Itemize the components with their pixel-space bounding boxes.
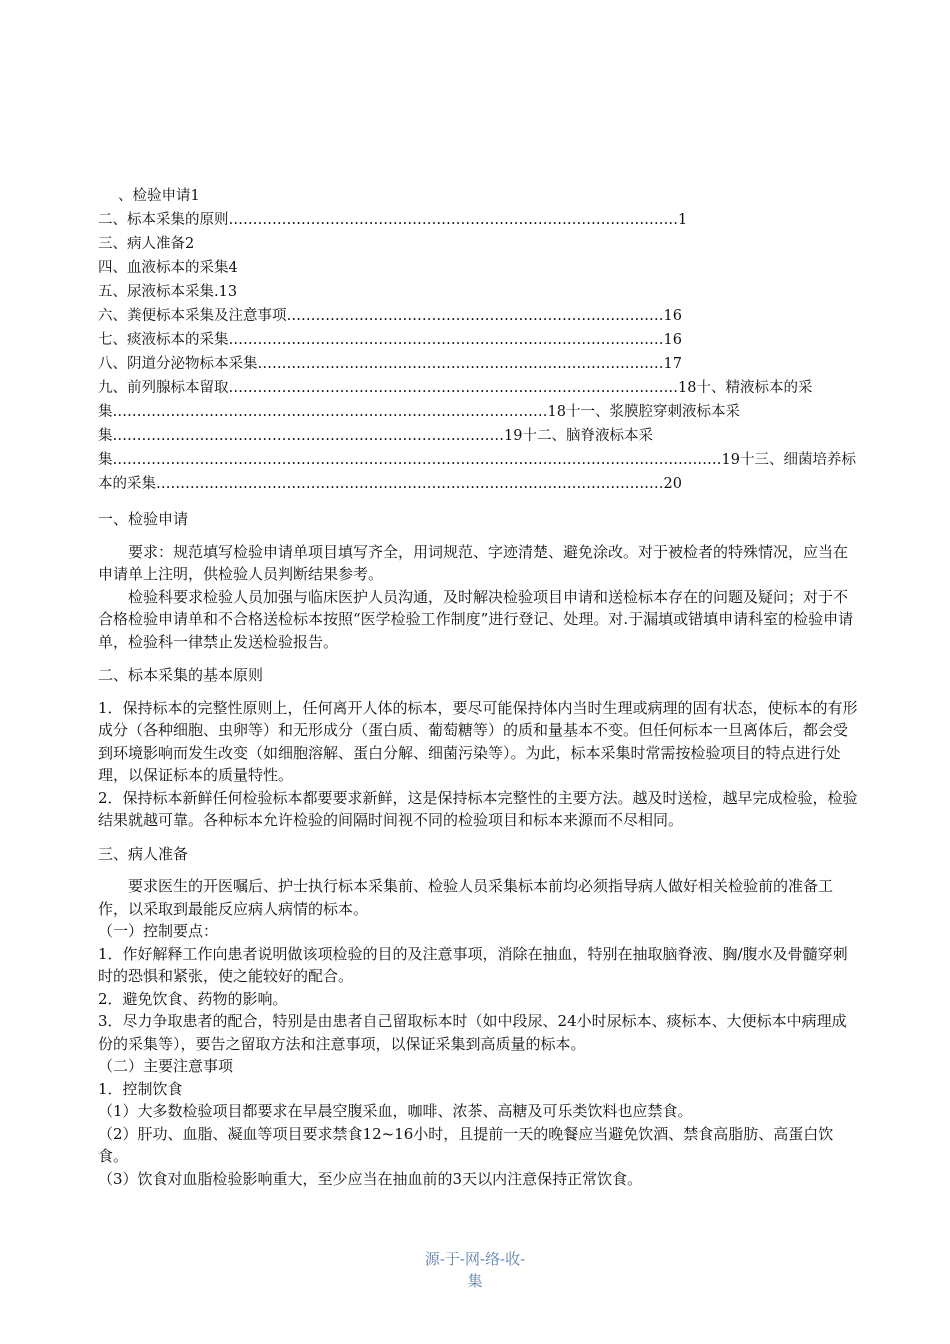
toc-entry-7[interactable]: 七、痰液标本的采集………………………………………………………………………………16 (98, 332, 682, 348)
section-heading-3: 三、病人准备 (98, 844, 189, 863)
toc-entry-5[interactable]: 五、尿液标本采集.13 (98, 284, 238, 300)
list-item: 3．尽力争取患者的配合，特别是由患者自己留取标本时（如中段尿、24小时尿标本、痰标本、大便标本中病理成份的采集等），要告之留取方法和注意事项，以保证采集到高质量的标本。 (98, 1012, 847, 1053)
table-of-contents (98, 184, 858, 496)
subheading: （一）控制要点： (98, 922, 219, 940)
paragraph: 检验科要求检验人员加强与临床医护人员沟通，及时解决检验项目申请和送检标本存在的问题及疑问；对于不合格检验申请单和不合格送检标本按照“医学检验工作制度”进行登记、处理。对.于漏填或错填申请科室的检验申请单，检验科一律禁止发送检验报告。 (98, 587, 854, 651)
paragraph: 1．保持标本的完整性原则上，任何离开人体的标本，要尽可能保持体内当时生理或病理的固有状态，使标本的有形成分（各种细胞、虫卵等）和无形成分（蛋白质、葡萄糖等）的质和量基本不变。但任何标本一旦离体后，都会受到环境影响而发生改变（如细胞溶解、蛋白分解、细菌污染等）。为此，标本采集时常需按检验项目的特点进行处理，以保证标本的质量特性。 (98, 698, 858, 784)
toc-entry-8[interactable]: 八、阴道分泌物标本采集…………………………………………………………………………17 (98, 356, 682, 372)
spacer (98, 653, 858, 664)
document-body (98, 508, 858, 1190)
toc-entry-wrapped[interactable]: 九、前列腺标本留取…………………………………………………………………………………18十、精液标本的采集………………………………………………………………………………18十一、浆膜腔穿刺液标本采集………………………………………………………………………19十二、脑脊液标本采集………………………………………………………………………………………………………………19十三、细菌培养标本的采集……………………………………………………………………………………………20 (98, 380, 856, 492)
paragraph: 2．保持标本新鲜任何检验标本都要要求新鲜，这是保持标本完整性的主要方法。越及时送检，越早完成检验，检验结果就越可靠。各种标本允许检验的间隔时间视不同的检验项目和标本来源而不尽相同。 (98, 788, 858, 829)
list-item: 1．作好解释工作向患者说明做该项检验的目的及注意事项，消除在抽血，特别在抽取脑脊液、胸/腹水及骨髓穿刺时的恐惧和紧张，使之能较好的配合。 (98, 944, 848, 985)
page-footer (0, 1248, 950, 1292)
toc-entry-2[interactable]: 二、标本采集的原则…………………………………………………………………………………1 (98, 212, 688, 228)
toc-entry-4[interactable]: 四、血液标本的采集4 (98, 260, 238, 276)
toc-entry-1[interactable]: 、检验申请1 (118, 188, 200, 204)
toc-entry-6[interactable]: 六、粪便标本采集及注意事项……………………………………………………………………16 (98, 308, 682, 324)
footer-line-1: 源-于-网-络-收- (424, 1250, 526, 1268)
footer-line-2: 集 (467, 1272, 483, 1290)
list-item: （2）肝功、血脂、凝血等项目要求禁食12~16小时，且提前一天的晚餐应当避免饮酒、禁食高脂肪、高蛋白饮食。 (98, 1124, 834, 1165)
subheading: （二）主要注意事项 (98, 1057, 234, 1075)
toc-entry-3[interactable]: 三、病人准备2 (98, 236, 195, 252)
list-item: （3）饮食对血脂检验影响重大，至少应当在抽血前的3天以内注意保持正常饮食。 (98, 1169, 643, 1188)
list-item: （1）大多数检验项目都要求在早晨空腹采血，咖啡、浓茶、高糖及可乐类饮料也应禁食。 (98, 1102, 693, 1120)
paragraph: 要求医生的开医嘱后、护士执行标本采集前、检验人员采集标本前均必须指导病人做好相关检验前的准备工作，以采取到最能反应病人病情的标本。 (98, 877, 834, 918)
section-heading-1: 一、检验申请 (98, 510, 189, 528)
paragraph: 要求：规范填写检验申请单项目填写齐全，用词规范、字迹清楚、避免涂改。对于被检者的特殊情况，应当在申请单上注明，供检验人员判断结果参考。 (98, 542, 849, 583)
spacer (98, 832, 858, 843)
list-item: 1．控制饮食 (98, 1079, 183, 1098)
section-heading-2: 二、标本采集的基本原则 (98, 666, 264, 684)
list-item: 2．避免饮食、药物的影响。 (98, 989, 288, 1008)
